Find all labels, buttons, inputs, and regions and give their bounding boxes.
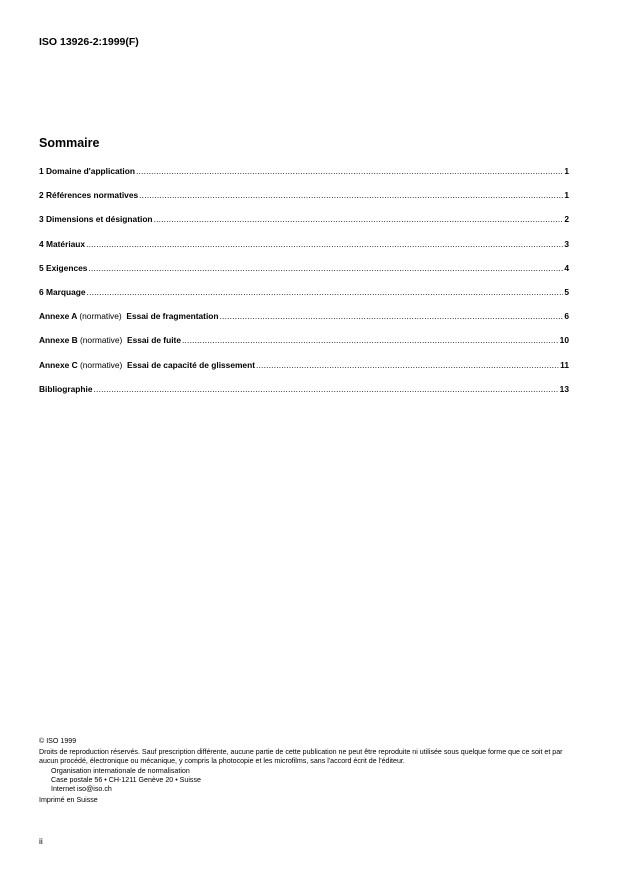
toc-entry-normative-references[interactable]	[39, 190, 569, 214]
table-of-contents	[39, 166, 569, 408]
dot-leader	[182, 335, 559, 345]
copyright-line: © ISO 1999	[39, 737, 77, 745]
toc-entry-label: 1 Domaine d'application	[39, 166, 135, 176]
annex-title: Essai de capacité de glissement	[126, 359, 255, 370]
dot-leader	[154, 214, 564, 224]
toc-entry-label: 5 Exigences	[39, 262, 88, 273]
toc-entry-label: 6 Marquage	[39, 286, 86, 297]
page-number: ii	[39, 836, 43, 846]
dot-leader	[139, 190, 563, 200]
toc-entry-page: 1	[564, 190, 569, 201]
annex-id: Annexe A	[39, 311, 78, 322]
toc-entry-label	[39, 311, 219, 321]
dot-leader	[87, 287, 564, 297]
toc-entry-label: 2 Références normatives	[39, 190, 139, 201]
toc-entry-annex-b[interactable]	[39, 335, 569, 359]
toc-entry-scope[interactable]	[39, 166, 569, 190]
dot-leader	[94, 384, 559, 394]
annex-title: Essai de fragmentation	[126, 311, 219, 322]
annex-qualifier: (normative)	[79, 359, 123, 370]
dot-leader	[256, 360, 559, 370]
internet-contact: Internet iso@iso.ch	[51, 784, 112, 793]
toc-entry-page: 13	[559, 383, 569, 394]
organization-name: Organisation internationale de normalisation	[51, 767, 190, 776]
printed-in: Imprimé en Suisse	[39, 795, 98, 804]
dot-leader	[220, 311, 564, 321]
annex-qualifier: (normative)	[79, 311, 122, 322]
toc-entry-page: 4	[564, 262, 569, 273]
toc-entry-label: 4 Matériaux	[39, 238, 86, 249]
dot-leader	[88, 263, 563, 273]
toc-entry-page: 6	[564, 311, 569, 322]
annex-qualifier: (normative)	[79, 335, 123, 346]
toc-entry-label: Bibliographie	[39, 383, 93, 394]
toc-entry-annex-c[interactable]	[39, 360, 569, 384]
dot-leader	[136, 166, 563, 176]
dot-leader	[86, 239, 563, 249]
toc-entry-page: 5	[564, 286, 569, 297]
rights-statement: Droits de reproduction réservés. Sauf prescription différente, aucune partie de cette publication ne peut être reproduite ni utilisée sous quelque forme que ce soit et par aucun procédé, électronique ou mécanique, y compris la photocopie et les microfilms, sans l'accord écrit de l'éditeur.	[39, 747, 563, 765]
toc-entry-marking[interactable]	[39, 287, 569, 311]
toc-entry-requirements[interactable]	[39, 263, 569, 287]
toc-entry-page: 1	[564, 166, 569, 176]
toc-entry-label	[39, 360, 255, 370]
annex-id: Annexe C	[39, 359, 78, 370]
toc-entry-dimensions[interactable]	[39, 214, 569, 238]
toc-entry-page: 11	[560, 359, 569, 370]
annex-title: Essai de fuite	[126, 335, 181, 346]
copyright-notice	[39, 737, 579, 805]
toc-entry-annex-a[interactable]	[39, 311, 569, 335]
toc-entry-label: 3 Dimensions et désignation	[39, 214, 153, 225]
toc-entry-page: 3	[564, 238, 569, 249]
toc-entry-materials[interactable]	[39, 239, 569, 263]
annex-id: Annexe B	[39, 335, 78, 346]
toc-entry-label	[39, 335, 181, 345]
toc-entry-page: 2	[564, 214, 569, 225]
toc-entry-page: 10	[559, 335, 569, 346]
toc-entry-bibliography[interactable]	[39, 384, 569, 408]
toc-title: Sommaire	[39, 136, 100, 150]
document-identifier: ISO 13926-2:1999(F)	[39, 36, 139, 48]
postal-address: Case postale 56 • CH-1211 Genève 20 • Suisse	[51, 776, 201, 785]
